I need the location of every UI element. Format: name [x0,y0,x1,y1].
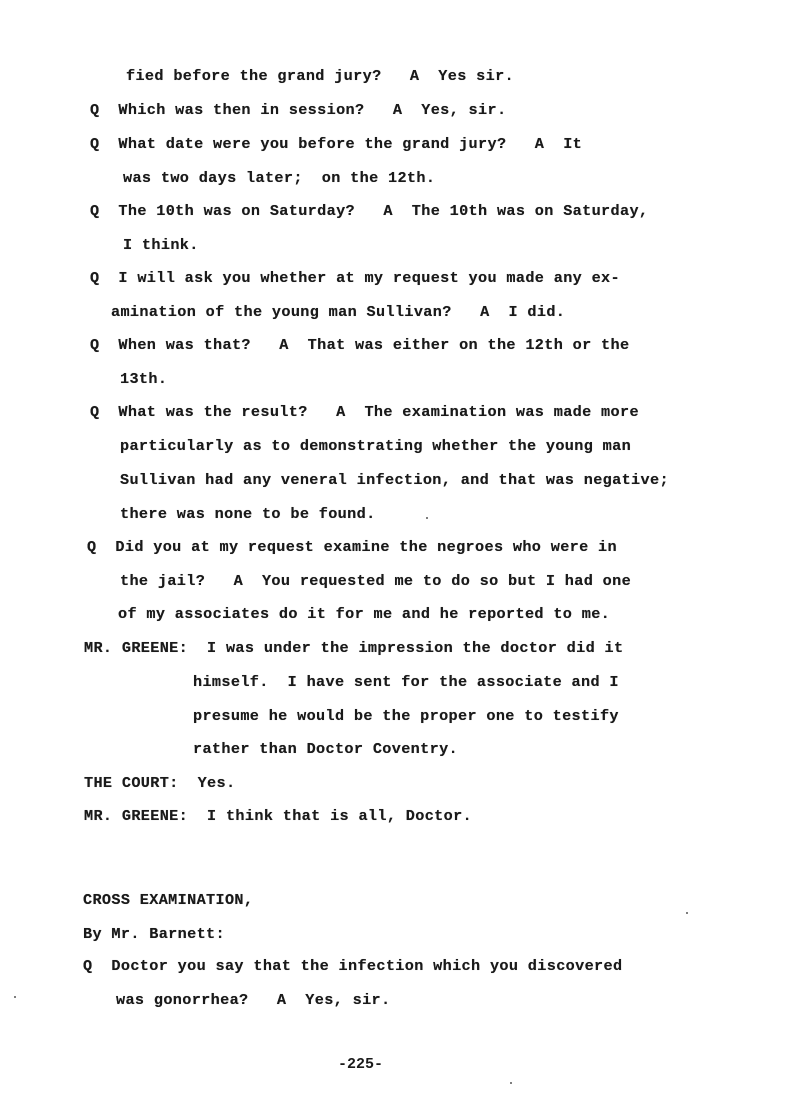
transcript-line: Q Doctor you say that the infection which you discovered [83,957,623,975]
transcript-line: I think. [123,236,199,254]
transcript-line: Sullivan had any veneral infection, and that was negative; [120,471,669,489]
scan-speck [686,912,688,914]
transcript-line: Q Did you at my request examine the negroes who were in [87,538,617,556]
transcript-line: particularly as to demonstrating whether the young man [120,437,632,455]
transcript-line: fied before the grand jury? A Yes sir. [126,67,515,85]
scan-speck [510,1082,512,1084]
transcript-line: presume he would be the proper one to testify [193,707,619,725]
transcript-line: the jail? A You requested me to do so but I had one [120,572,632,590]
transcript-line: amination of the young man Sullivan? A I did. [111,303,566,321]
transcript-line: there was none to be found. [120,505,376,523]
transcript-line: MR. GREENE: I was under the impression the doctor did it [84,639,624,657]
transcript-line: Q When was that? A That was either on the 12th or the [90,336,630,354]
transcript-line: MR. GREENE: I think that is all, Doctor. [84,807,473,825]
page-number: -225- [338,1056,384,1073]
transcript-line: was gonorrhea? A Yes, sir. [116,991,391,1009]
scan-speck [14,996,16,998]
transcript-line: rather than Doctor Coventry. [193,740,458,758]
transcript-line: Q What was the result? A The examination was made more [90,403,639,421]
transcript-line: Q Which was then in session? A Yes, sir. [90,101,507,119]
scan-speck [426,517,428,519]
transcript-line: was two days later; on the 12th. [123,169,436,187]
transcript-line: THE COURT: Yes. [84,774,236,792]
transcript-line: By Mr. Barnett: [83,925,225,943]
transcript-line: Q The 10th was on Saturday? A The 10th was on Saturday, [90,202,649,220]
transcript-line: Q What date were you before the grand jury? A It [90,135,583,153]
transcript-line: himself. I have sent for the associate and I [193,673,619,691]
transcript-line: Q I will ask you whether at my request you made any ex- [90,269,620,287]
transcript-line: of my associates do it for me and he reported to me. [118,605,611,623]
transcript-line: CROSS EXAMINATION, [83,891,254,909]
transcript-line: 13th. [120,370,168,388]
